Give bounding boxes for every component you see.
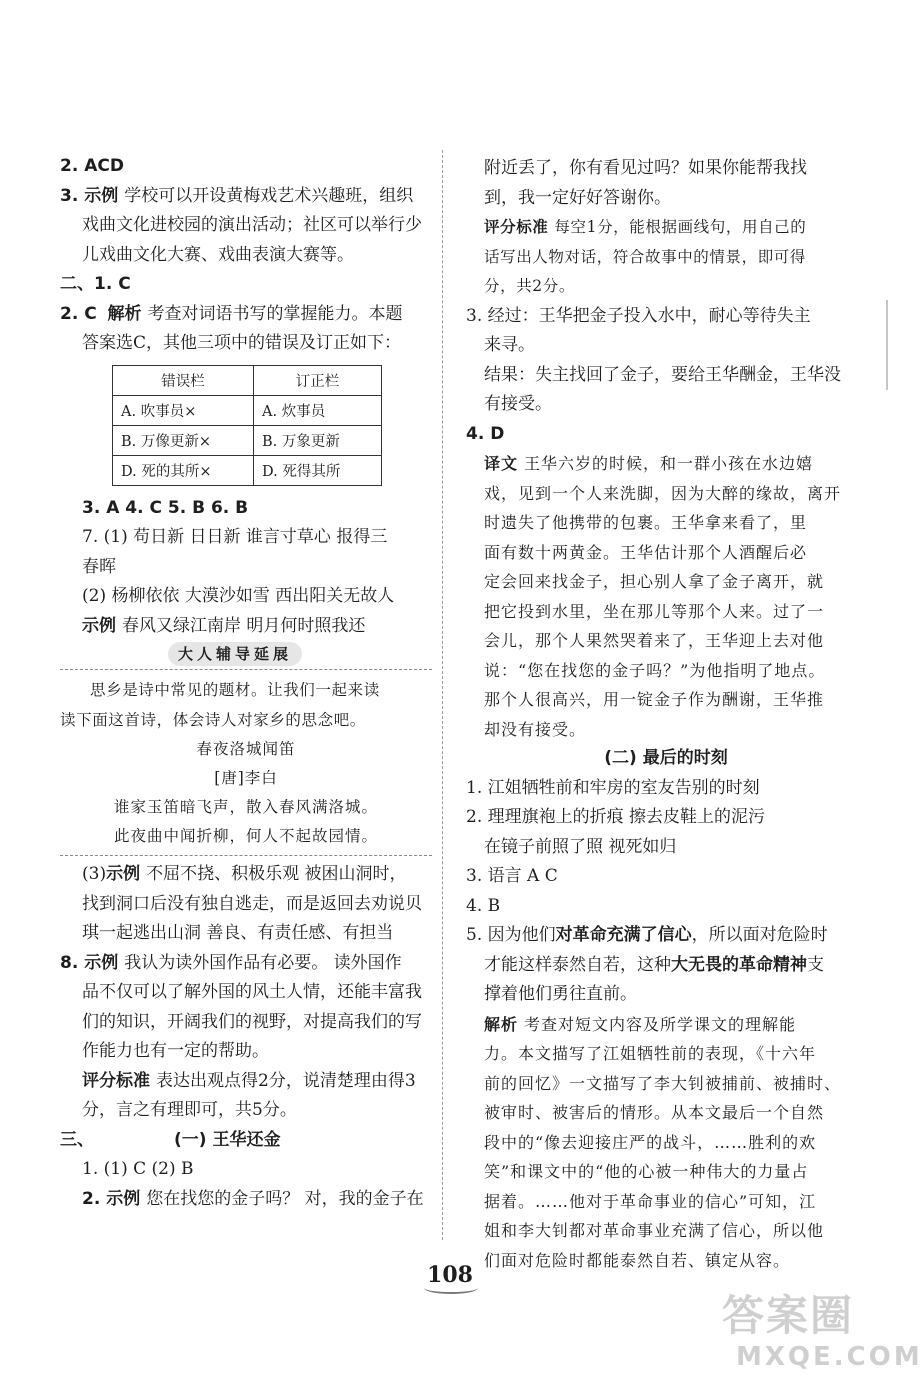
answer-text: ，所以面对危险时 (691, 925, 828, 945)
error-correction-table (112, 365, 382, 486)
answer-line: 7. (1) 苟日新 日日新 谁言寸草心 报得三 (82, 527, 388, 547)
answer-4-d: 4. D (466, 423, 505, 444)
translation-tag: 译文 (484, 454, 519, 473)
page-number: 108 (427, 1262, 473, 1288)
table-cell: D. 死的其所× (113, 455, 254, 485)
answer-line (484, 449, 848, 479)
answer-line: 3. 经过：王华把金子投入水中，耐心等待失主 (466, 305, 811, 326)
example-tag: 3. 示例 (60, 185, 119, 206)
answer-line: 笑”和课文中的“他的心被一种伟大的力量占 (484, 1162, 809, 1181)
answer-line: 话写出人物对话，符合故事中的情景，即可得 (484, 247, 807, 266)
answer-line (484, 1010, 848, 1040)
subsection-title: (一) 王华还金 (174, 1129, 281, 1150)
poem-author: [唐]李白 (214, 769, 278, 787)
scoring-tag: 评分标准 (484, 218, 549, 236)
answer-line (60, 860, 432, 890)
answer-line (60, 1185, 432, 1215)
answer-line: 2. 理理旗袍上的折痕 擦去皮鞋上的泥污 (466, 807, 766, 827)
answer-line: 前的回忆》一文描写了李大钊被捕前、被捕时、 (484, 1073, 842, 1093)
answer-line: 1. (1) C (2) B (82, 1159, 194, 1179)
table-header-row (113, 365, 382, 395)
answers-3-6: 3. A 4. C 5. B 6. B (82, 497, 249, 518)
answer-line: 分，共2分。 (484, 277, 575, 295)
answer-line: 会儿，那个人果然哭着来了，王华迎上去对他 (484, 631, 825, 650)
answer-line: 据着。……他对于革命事业的信心”可知，江 (484, 1191, 817, 1211)
answer-line: 戏，见到一个人来洗脚，因为大醉的缘故，离开 (484, 483, 842, 503)
answer-line: 姐和李大钊都对革命事业充满了信心，所以他 (484, 1221, 825, 1240)
answer-line: 来寻。 (484, 335, 535, 355)
answer-line (484, 951, 848, 981)
answer-text: 表达出观点得2分，说清楚理由得3 (156, 1070, 416, 1091)
answer-2-acd: 2. ACD (60, 156, 124, 176)
table-cell: D. 死得其所 (254, 455, 382, 485)
example-tag: 2. 示例 (82, 1188, 141, 1209)
answer-line: (2) 杨柳依依 大漠沙如雪 西出阳关无故人 (82, 586, 395, 606)
poem-line: 谁家玉笛暗飞声，散入春风满洛城。 (113, 798, 378, 816)
answer-line (60, 152, 432, 182)
answer-text: 不屈不挠、积极乐观 被困山洞时， (146, 864, 407, 884)
table-header-correction: 订正栏 (254, 365, 382, 395)
answer-text: 考查对词语书写的掌握能力。本题 (147, 303, 403, 324)
watermark-text: 答案圈 (722, 1291, 855, 1340)
table-row (113, 395, 382, 425)
answer-line: 作能力也有一定的帮助。 (82, 1041, 269, 1061)
answer-line: 附近丢了，你有看见过吗？如果你能帮我找 (484, 158, 807, 178)
answer-line: 面有数十两黄金。王华估计那个人酒醒后必 (484, 542, 808, 562)
watermark-url: MXQE.COM (736, 1342, 923, 1372)
keyword: 对革命充满了信心 (555, 925, 692, 945)
answer-line: 那个人很高兴，用一锭金子作为酬谢，王华推 (484, 690, 825, 709)
answer-line (60, 1067, 432, 1097)
extension-box-footer (60, 855, 432, 856)
binding-mark (886, 300, 888, 390)
extension-box-header (60, 645, 432, 670)
answer-line: 却没有接受。 (484, 719, 587, 739)
table-cell: A. 吹事员× (113, 395, 254, 425)
section-label: 二、1. C (60, 274, 131, 294)
answer-line (466, 921, 848, 951)
answer-line (484, 213, 848, 243)
watermark-logo (722, 1291, 923, 1384)
table-row (113, 425, 382, 455)
answer-line (60, 300, 432, 330)
extension-text: 思乡是诗中常见的题材。让我们一起来读 (90, 681, 380, 699)
answer-text: 5. 因为他们 (466, 925, 556, 945)
subsection-title: (二) 最后的时刻 (604, 748, 728, 768)
answer-line: 把它投到水里，坐在那儿等那个人来。过了一 (484, 601, 825, 621)
answer-line: 有接受。 (484, 394, 552, 414)
example-tag: 示例 (82, 615, 116, 636)
answer-line: 结果：失主找回了金子，要给王华酬金，王华没 (484, 364, 841, 385)
answer-line: 1. 江姐牺牲前和牢房的室友告别的时刻 (466, 777, 760, 798)
answer-text: 支 (807, 954, 824, 975)
answer-line: 们的知识，开阔我们的视野，对提高我们的写 (82, 1011, 422, 1032)
table-cell: B. 万象更新 (254, 425, 382, 455)
table-header-error: 错误栏 (113, 365, 254, 395)
extension-title: 大人辅导延展 (168, 642, 302, 666)
table-row (113, 455, 382, 485)
answer-line (60, 494, 432, 524)
section-three-heading (60, 1126, 432, 1156)
table-cell: B. 万像更新× (113, 425, 254, 455)
answer-line: 4. B (466, 895, 501, 916)
answer-text: 王华六岁的时候，和一群小孩在水边嬉 (524, 454, 814, 473)
answer-line: 琪一起逃出山洞 善良、有责任感、有担当 (82, 923, 394, 943)
answer-text: 每空1分，能根据画线句，用自己的 (554, 218, 807, 236)
answer-line: 时遗失了他携带的包裹。王华拿来看了，里 (484, 513, 808, 532)
answer-line: 撑着他们勇往直前。 (484, 984, 637, 1004)
example-tag: 示例 (106, 864, 141, 884)
answer-line: 儿戏曲文化大赛、戏曲表演大赛等。 (82, 244, 354, 265)
question-number: 2. C (60, 303, 97, 324)
answer-text: 学校可以开设黄梅戏艺术兴趣班，组织 (124, 185, 414, 206)
answer-line: 定会回来找金子，担心别人拿了金子离开，就 (484, 572, 825, 591)
answer-line: 段中的“像去迎接庄严的战斗，……胜利的欢 (484, 1132, 817, 1152)
answer-line: 戏曲文化进校园的演出活动；社区可以举行少 (82, 215, 422, 235)
answer-line: 答案选C，其他三项中的错误及订正如下： (82, 333, 402, 353)
column-divider (442, 150, 443, 1240)
answer-line: 在镜子前照了照 视死如归 (484, 836, 677, 857)
answer-line (466, 420, 848, 450)
answer-line: 到，我一定好好答谢你。 (484, 187, 671, 208)
scoring-tag: 评分标准 (82, 1070, 150, 1091)
answer-text: 我认为读外国作品有必要。 读外国作 (124, 952, 402, 973)
answer-text: 才能这样泰然自若，这种 (484, 954, 671, 975)
answer-line: 们面对危险时都能泰然自若、镇定从容。 (484, 1250, 791, 1270)
page-number-ornament (424, 1282, 478, 1294)
answer-text: 春风又绿江南岸 明月何时照我还 (122, 615, 366, 636)
answer-line: 说：“您在找您的金子吗？”为他指明了地点。 (484, 660, 826, 680)
sub-number: (3) (82, 864, 107, 884)
analysis-tag: 解析 (107, 303, 142, 324)
poem-line: 此夜曲中闻折柳，何人不起故园情。 (113, 827, 378, 845)
answer-line (60, 182, 432, 212)
answer-text: 考查对短文内容及所学课文的理解能 (524, 1014, 797, 1034)
answer-text: 您在找您的金子吗？ 对，我的金子在 (146, 1188, 424, 1209)
section-two-heading (60, 270, 432, 300)
table-cell: A. 炊事员 (254, 395, 382, 425)
answer-line (60, 949, 432, 979)
answer-line: 3. 语言 A C (466, 866, 558, 886)
keyword: 大无畏的革命精神 (671, 954, 807, 975)
analysis-tag: 解析 (484, 1014, 519, 1034)
left-column (60, 152, 432, 1214)
answer-line: 找到洞口后没有独自逃走，而是返回去劝说贝 (82, 893, 422, 914)
answer-line: 春晖 (82, 556, 116, 577)
answer-line: 力。本文描写了江姐牺牲前的表现，《十六年 (484, 1044, 817, 1063)
example-tag: 8. 示例 (60, 952, 119, 973)
answer-line: 品不仅可以了解外国的风土人情，还能丰富我 (82, 982, 422, 1002)
answer-line (60, 612, 432, 642)
extension-text: 读下面这首诗，体会诗人对家乡的思念吧。 (60, 710, 366, 729)
answer-line: 分，言之有理即可，共5分。 (82, 1100, 297, 1120)
right-column (466, 154, 848, 1275)
poem-title: 春夜洛城闻笛 (196, 740, 296, 758)
answer-line: 被审时、被害后的情形。从本文最后一个自然 (484, 1103, 825, 1122)
section-label: 三、 (60, 1129, 94, 1150)
